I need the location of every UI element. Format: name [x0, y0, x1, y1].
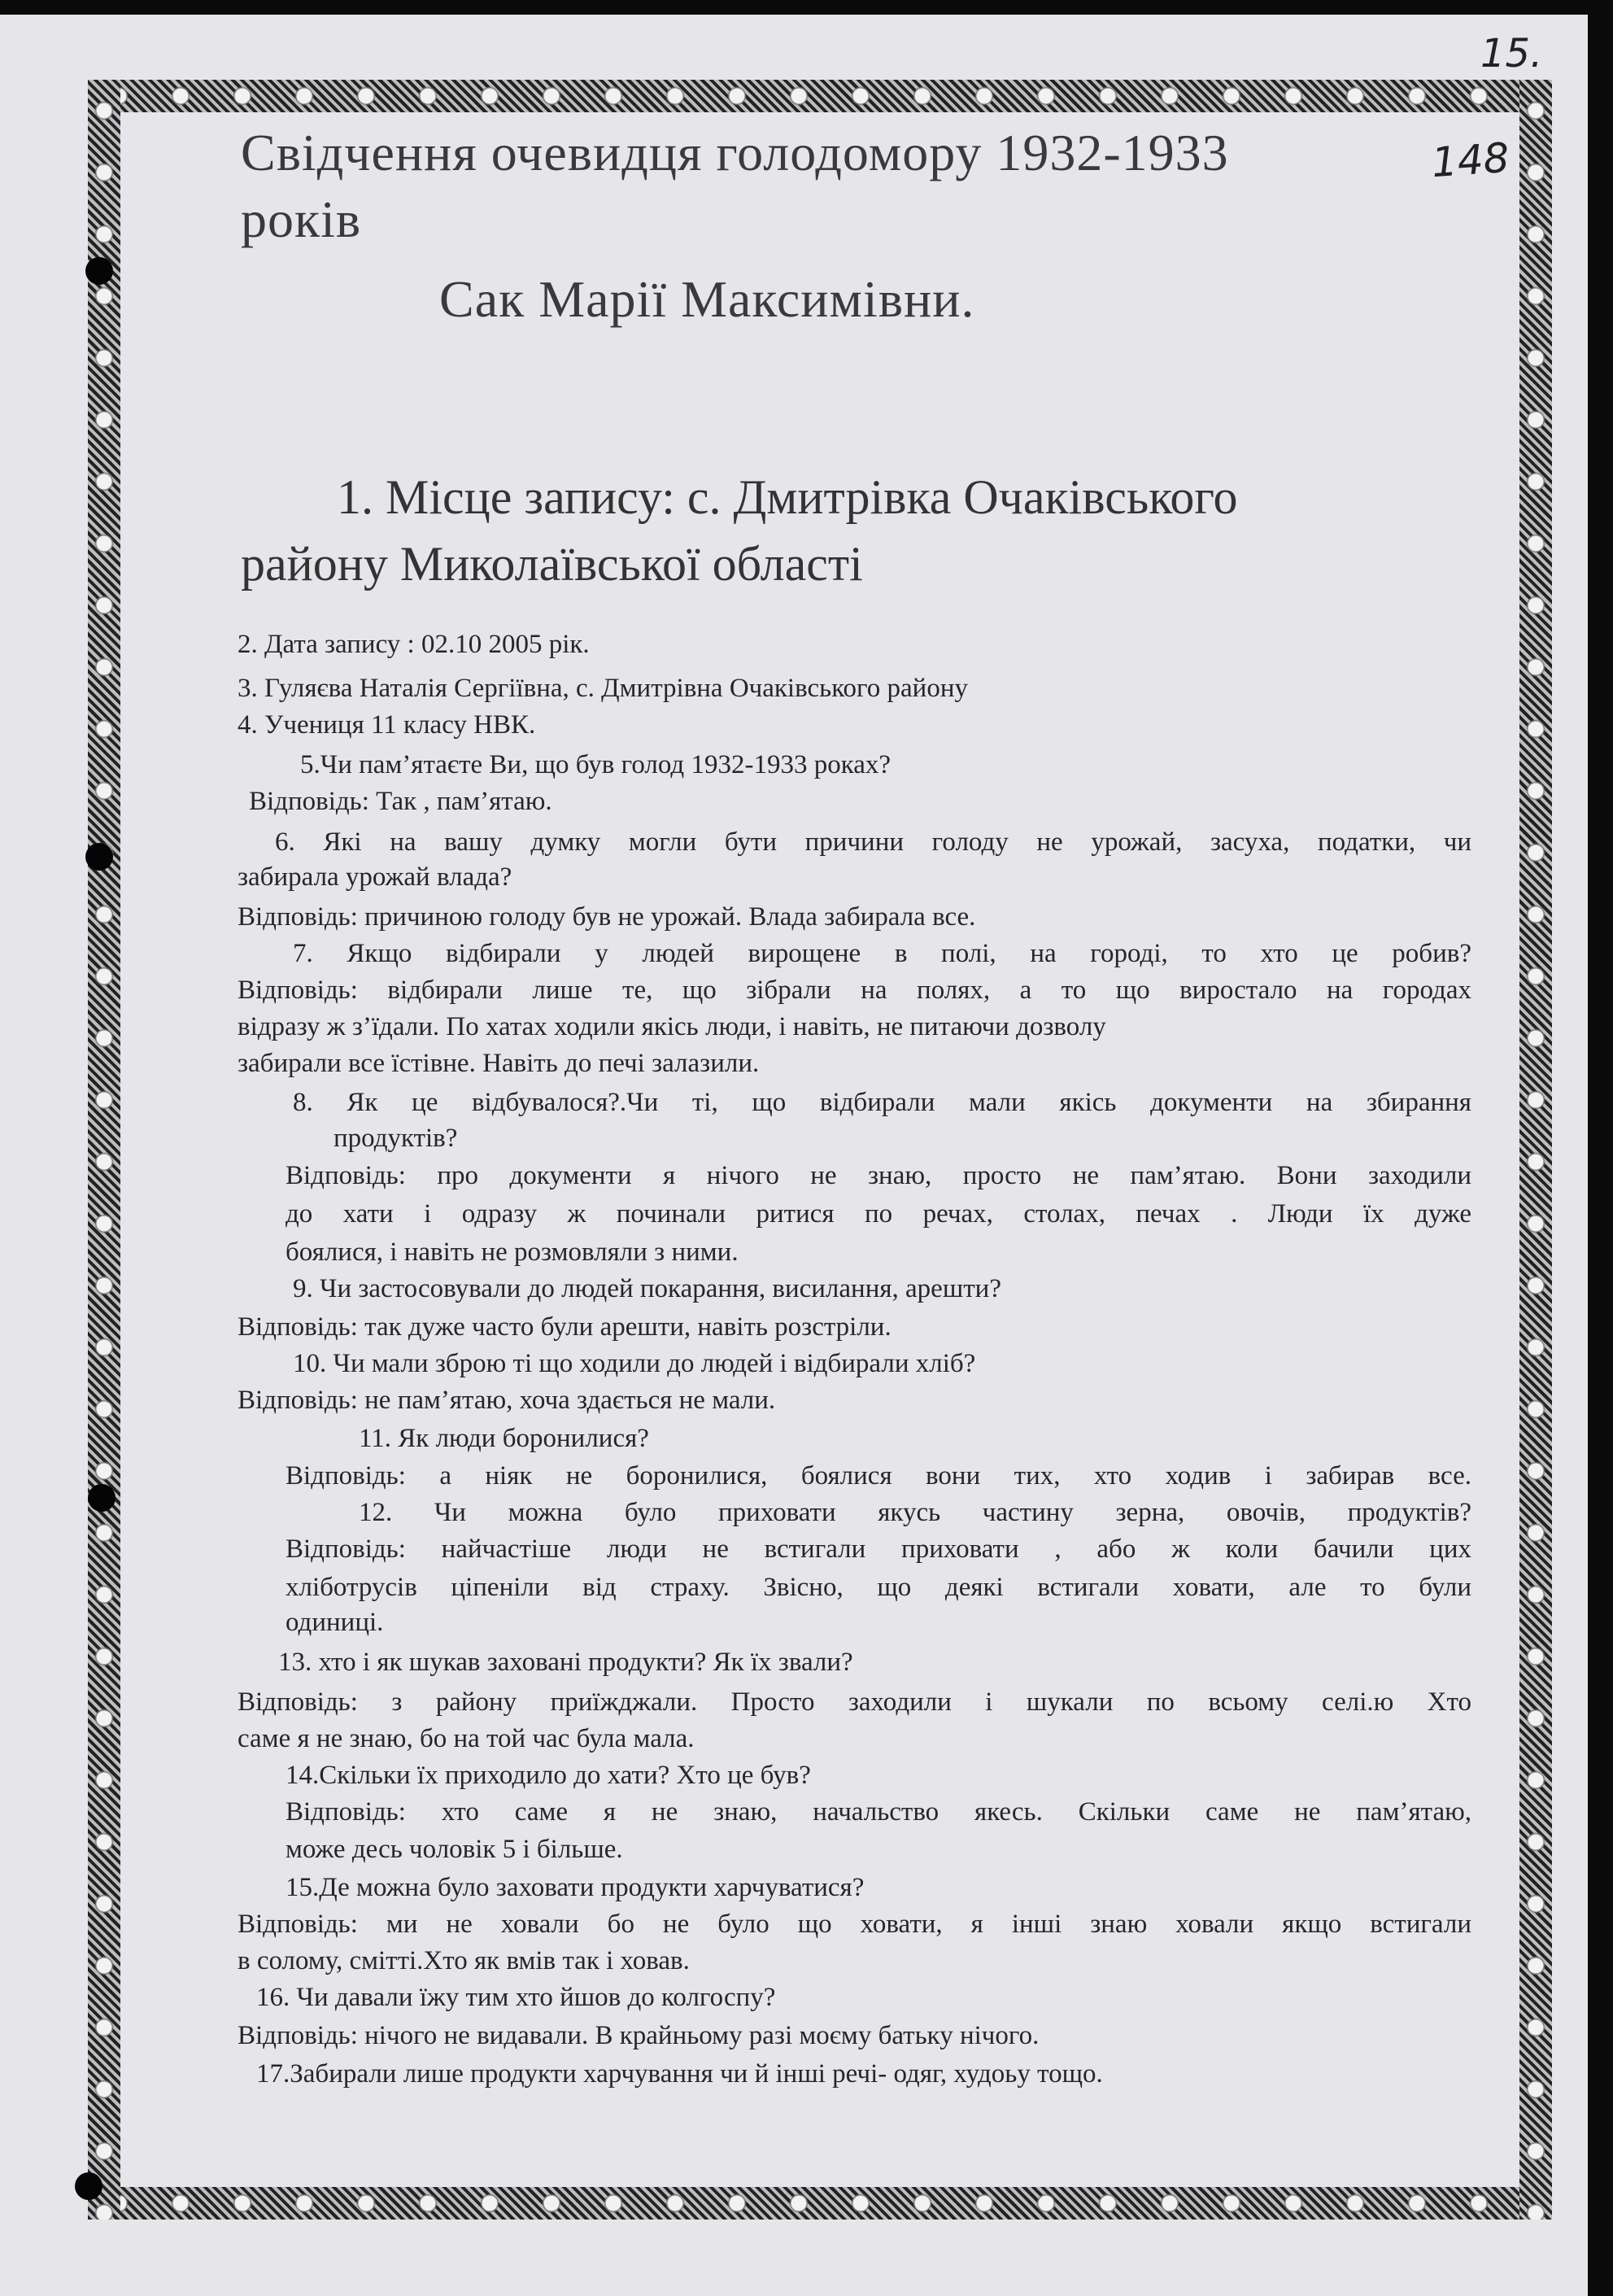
text-line: може десь чоловік 5 і більше. [286, 1835, 623, 1864]
text-line: Відповідь: ми не ховали бо не було що ховати, я інші знаю ховали якщо встигали [238, 1910, 1471, 1939]
document-page [0, 15, 1588, 2296]
punch-hole [85, 257, 113, 285]
text-line: 4. Учениця 11 класу НВК. [238, 710, 536, 740]
recording-place-continued: району Миколаївської області [241, 537, 863, 591]
text-line: боялися, і навіть не розмовляли з ними. [286, 1237, 739, 1267]
text-line: 9. Чи застосовували до людей покарання, висилання, арешти? [293, 1274, 1001, 1303]
punch-hole [88, 1484, 116, 1512]
text-line: продуктів? [333, 1124, 458, 1153]
document-title: Свідчення очевидця голодомору 1932-1933 [241, 124, 1229, 181]
text-line: 17.Забирали лише продукти харчування чи й інші речі- одяг, худоьу тощо. [256, 2059, 1103, 2089]
punch-hole [85, 843, 113, 871]
text-line: до хати і одразу ж починали ритися по речах, столах, печах . Люди їх дуже [286, 1199, 1471, 1229]
text-line: Відповідь: найчастіше люди не встигали приховати , або ж коли бачили цих [286, 1534, 1471, 1564]
document-title-continued: років [241, 190, 362, 248]
text-line: одиниці. [286, 1608, 384, 1637]
text-line: Відповідь: відбирали лише те, що зібрали на полях, а то що виростало на городах [238, 976, 1471, 1005]
text-line: 11. Як люди боронилися? [359, 1424, 649, 1453]
text-line: Відповідь: так дуже часто були арешти, навіть розстріли. [238, 1312, 892, 1342]
text-line: відразу ж з’їдали. По хатах ходили якісь люди, і навіть, не питаючи дозволу [238, 1012, 1106, 1041]
ornamental-border-right [1519, 80, 1552, 2220]
text-line: 16. Чи давали їжу тим хто йшов до колгоспу? [256, 1983, 776, 2012]
punch-hole [75, 2172, 102, 2200]
recording-place: 1. Місце запису: с. Дмитрівка Очаківського [337, 470, 1238, 524]
text-line: Відповідь: причиною голоду був не урожай. Влада забирала все. [238, 902, 976, 932]
text-line: Відповідь: а ніяк не боронилися, боялися вони тих, хто ходив і забирав все. [286, 1461, 1471, 1491]
text-line: Відповідь: хто саме я не знаю, начальство якесь. Скільки саме не пам’ятаю, [286, 1797, 1471, 1827]
text-line: в солому, смітті.Хто як вмів так і ховав. [238, 1946, 690, 1975]
witness-name: Сак Марії Максимівни. [439, 270, 975, 328]
text-line: Відповідь: нічого не видавали. В крайньому разі моєму батьку нічого. [238, 2021, 1040, 2050]
text-line: саме я не знаю, бо на той час була мала. [238, 1724, 695, 1753]
text-line: Відповідь: про документи я нічого не знаю, просто не пам’ятаю. Вони заходили [286, 1161, 1471, 1190]
text-line: 5.Чи пам’ятаєте Ви, що був голод 1932-1933 роках? [300, 750, 892, 779]
text-line: 7. Якщо відбирали у людей вирощене в полі, на городі, то хто це робив? [293, 939, 1471, 968]
text-line: 2. Дата запису : 02.10 2005 рік. [238, 630, 590, 659]
text-line: 14.Скільки їх приходило до хати? Хто це був? [286, 1761, 811, 1790]
text-line: 13. хто і як шукав заховані продукти? Як їх звали? [278, 1648, 853, 1677]
handwritten-archive-number: 148 [1430, 133, 1511, 187]
text-line: Відповідь: не пам’ятаю, хоча здається не мали. [238, 1386, 776, 1415]
text-line: 12. Чи можна було приховати якусь частину зерна, овочів, продуктів? [359, 1498, 1471, 1527]
text-line: забирали все їстівне. Навіть до печі залазили. [238, 1049, 760, 1078]
ornamental-border-bottom [88, 2187, 1552, 2220]
ornamental-border-top [88, 80, 1552, 112]
text-line: 8. Як це відбувалося?.Чи ті, що відбирали мали якісь документи на збирання [293, 1088, 1471, 1117]
text-line: 15.Де можна було заховати продукти харчуватися? [286, 1873, 865, 1902]
text-line: хліботрусів ціпеніли від страху. Звісно, що деякі встигали ховати, але то були [286, 1573, 1471, 1602]
handwritten-page-number: 15. [1480, 31, 1543, 76]
text-line: забирала урожай влада? [238, 862, 512, 892]
text-line: Відповідь: з району приїжджали. Просто заходили і шукали по всьому селі.ю Хто [238, 1687, 1471, 1717]
text-line: Відповідь: Так , пам’ятаю. [249, 787, 552, 816]
ornamental-border-left [88, 80, 120, 2220]
text-line: 6. Які на вашу думку могли бути причини голоду не урожай, засуха, податки, чи [275, 827, 1471, 857]
text-line: 3. Гуляєва Наталія Сергіївна, с. Дмитрівна Очаківського району [238, 674, 968, 703]
text-line: 10. Чи мали зброю ті що ходили до людей і відбирали хліб? [293, 1349, 976, 1378]
